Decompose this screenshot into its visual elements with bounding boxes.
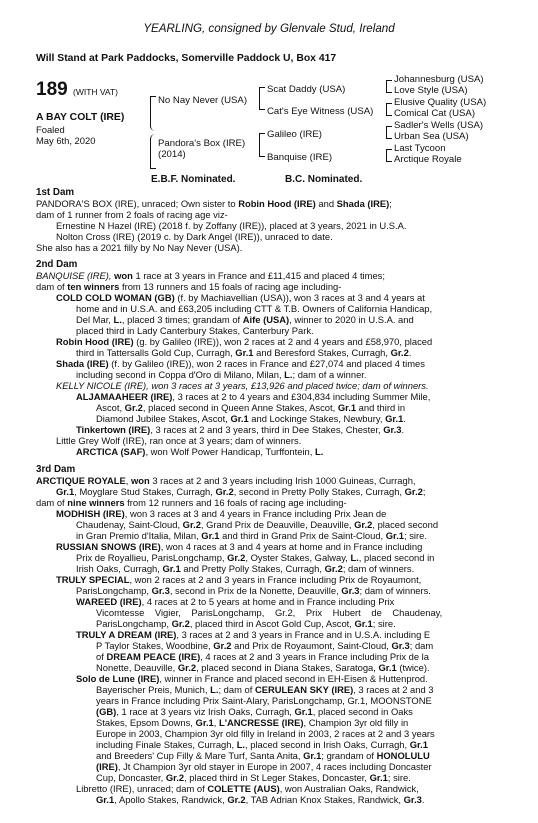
- gg-2: Love Style (USA): [394, 85, 468, 96]
- arctica-line: ARCTICA (SAF), won Wolf Power Handicap, Turffontein, L.: [76, 446, 324, 457]
- truly-special-line-1: TRULY SPECIAL, won 2 races at 2 and 3 years in France including Prix de Royaumont,: [56, 574, 422, 585]
- sire-sire: Scat Daddy (USA): [267, 84, 346, 95]
- rh-line-1: Robin Hood (IRE) (g. by Galileo (IRE)), won 2 races at 2 and 4 years and £58,970, placed: [56, 336, 433, 347]
- bc-nominated: B.C. Nominated.: [285, 174, 363, 185]
- arctique-line-2: Gr.1, Moyglare Stud Stakes, Curragh, Gr.2, second in Pretty Polly Stakes, Curragh, Gr.2;: [56, 486, 426, 497]
- libretto-line-1: Libretto (IRE), unraced; dam of COLETTE (AUS), won Australian Oaks, Randwick,: [76, 783, 419, 794]
- page-header: YEARLING, consigned by Glenvale Stud, Ireland: [143, 22, 395, 35]
- solo-de-lune-line-6: Europe in 2003, Champion 3yr old filly in Ireland in 2003, 2 races at 2 and 3 years: [96, 728, 435, 739]
- dam-dam: Banquise (IRE): [267, 152, 333, 163]
- alj-line-2: Ascot, Gr.2, placed second in Queen Anne Stakes, Ascot, Gr.1 and third in: [96, 402, 406, 413]
- gg-brace-3: [386, 126, 392, 139]
- vat-note: (WITH VAT): [72, 87, 118, 97]
- gg-6: Urban Sea (USA): [394, 131, 469, 142]
- first-dam-foal-2: Nolton Cross (IRE) (2019 c. by Dark Angel (IRE)), unraced to date.: [56, 231, 333, 242]
- gg-8: Arctique Royale: [394, 154, 462, 165]
- gg-brace-2: [386, 103, 392, 116]
- alj-line-3: Diamond Jubilee Stakes, Ascot, Gr.1 and Lockinge Stakes, Newbury, Gr.1.: [96, 413, 406, 424]
- second-dam-produce: dam of ten winners from 13 runners and 15 foals of racing age including-: [36, 281, 342, 292]
- gg-1: Johannesburg (USA): [394, 74, 484, 85]
- solo-de-lune-line-1: Solo de Lune (IRE), winner in France and placed second in EH-Eisen & Huttenprod.: [76, 673, 428, 684]
- gg-7: Last Tycoon: [394, 143, 446, 154]
- ccw-line-3: Del Mar, L., placed 3 times; grandam of Aife (USA), winner to 2020 in U.S.A. and: [76, 314, 414, 325]
- shada-line-1: Shada (IRE) (f. by Galileo (IRE)), won 2 races in France and £27,074 and placed 4 times: [56, 358, 425, 369]
- alj-line-1: ALJAMAAHEER (IRE), 3 races at 2 to 4 years and £304,834 including Summer Mile,: [76, 391, 431, 402]
- russian-snows-line-3: Irish Oaks, Curragh, Gr.1 and Pretty Polly Stakes, Curragh, Gr.2; dam of winners.: [76, 563, 415, 574]
- little-grey-wolf-line: Little Grey Wolf (IRE), ran once at 3 years; dam of winners.: [56, 435, 302, 446]
- lot-number-value: 189: [36, 79, 68, 100]
- gg-brace-4: [386, 149, 392, 162]
- third-dam-heading: 3rd Dam: [36, 464, 76, 475]
- modhish-line-1: MODHISH (IRE), won 3 races at 3 and 4 years in France including Prix Jean de: [56, 508, 387, 519]
- libretto-line-2: Gr.1, Apollo Stakes, Randwick, Gr.2, TAB Adrian Knox Stakes, Randwick, Gr.3.: [96, 794, 425, 805]
- dam-name: Pandora's Box (IRE): [158, 138, 246, 149]
- stand-location: Will Stand at Park Paddocks, Somerville Paddock U, Box 417: [36, 53, 337, 64]
- sire-dam: Cat's Eye Witness (USA): [267, 106, 374, 117]
- dam-brace: [259, 133, 265, 157]
- gg-4: Comical Cat (USA): [394, 108, 476, 119]
- first-dam-foal-1: Ernestine N Hazel (IRE) (2018 f. by Zoffany (IRE)), placed at 3 years, 2021 in U.S.A.: [56, 220, 407, 231]
- wareed-line-3: ParisLongchamp, Gr.2, placed third in Ascot Gold Cup, Ascot, Gr.1; sire.: [96, 618, 396, 629]
- solo-de-lune-line-10: Cup, Doncaster, Gr.2, placed third in St Leger Stakes, Doncaster, Gr.1; sire.: [96, 772, 411, 783]
- solo-de-lune-line-7: including Finale Stakes, Curragh, L., placed second in Irish Oaks, Curragh, Gr.1: [96, 739, 428, 750]
- first-dam-line-5: She also has a 2021 filly by No Nay Never (USA).: [36, 242, 243, 253]
- ccw-line-1: COLD COLD WOMAN (GB) (f. by Machiavellian (USA)), won 3 races at 3 and 4 years at: [56, 292, 425, 303]
- truly-a-dream-line-4: Nonette, Deauville, Gr.2, placed second in Diana Stakes, Saratoga, Gr.1 (twice).: [96, 662, 430, 673]
- solo-de-lune-line-4: (GB), 1 race at 3 years viz Irish Oaks, Curragh, Gr.1, placed second in Oaks: [96, 706, 413, 717]
- shada-line-2: including second in Coppa d'Oro di Milano, Milan, L.; dam of a winner.: [76, 369, 367, 380]
- first-dam-heading: 1st Dam: [36, 187, 75, 198]
- dam-year: (2014): [158, 149, 186, 160]
- solo-de-lune-line-2: Bayerischer Preis, Munich, L.; dam of CERULEAN SKY (IRE), 3 races at 2 and 3: [96, 684, 434, 695]
- ccw-line-2: home and in U.S.A. and £63,205 including CTT & T.B. Owners of California Handicap,: [76, 303, 433, 314]
- russian-snows-line-2: Prix de Royallieu, ParisLongchamp, Gr.2, Oyster Stakes, Galway, L., placed second in: [76, 552, 435, 563]
- kelly-nicole-line: KELLY NICOLE (IRE), won 3 races at 3 years, £13,926 and placed twice; dam of winners.: [56, 380, 429, 391]
- second-dam-line: BANQUISE (IRE), won 1 race at 3 years in France and £11,415 and placed 4 times;: [36, 270, 385, 281]
- russian-snows-line-1: RUSSIAN SNOWS (IRE), won 4 races at 3 and 4 years at home and in France including: [56, 541, 423, 552]
- wareed-line-2: Vicomtesse Vigier, ParisLongchamp, Gr.2, Prix Hubert de Chaudenay,: [96, 607, 443, 618]
- ccw-line-4: placed third in Lady Canterbury Stakes, Canterbury Park.: [76, 325, 314, 336]
- foaled-date: May 6th, 2020: [36, 135, 96, 146]
- dam-sire: Galileo (IRE): [267, 129, 322, 140]
- first-dam-line-2: dam of 1 runner from 2 foals of racing age viz-: [36, 209, 228, 220]
- gg-5: Sadler's Wells (USA): [394, 120, 484, 131]
- modhish-line-3: in Gran Premio d'Italia, Milan, Gr.1 and third in Grand Prix de Saint-Cloud, Gr.1; sire.: [76, 530, 427, 541]
- truly-a-dream-line-1: TRULY A DREAM (IRE), 3 races at 2 and 3 years in France and in U.S.A. including E: [76, 629, 431, 640]
- ebf-nominated: E.B.F. Nominated.: [151, 174, 236, 185]
- sire-brace: [259, 87, 265, 110]
- truly-a-dream-line-2: P Taylor Stakes, Woodbine, Gr.2 and Prix de Royaumont, Saint-Cloud, Gr.3; dam: [96, 640, 434, 651]
- pedigree-brace: [147, 96, 155, 168]
- lot-description: A BAY COLT (IRE): [36, 112, 125, 123]
- arctique-line-1: ARCTIQUE ROYALE, won 3 races at 2 and 3 years including Irish 1000 Guineas, Curragh,: [36, 475, 416, 486]
- foaled-label: Foaled: [36, 124, 65, 135]
- modhish-line-2: Chaudenay, Saint-Cloud, Gr.2, Grand Prix de Deauville, Deauville, Gr.2, placed second: [76, 519, 439, 530]
- gg-3: Elusive Quality (USA): [394, 97, 487, 108]
- solo-de-lune-line-3: years in France including Prix Saint-Alary, ParisLongchamp, Gr.1, MOONSTONE: [96, 695, 432, 706]
- truly-a-dream-line-3: of DREAM PEACE (IRE), 4 races at 2 and 3 years in France including Prix de la: [96, 651, 429, 662]
- solo-de-lune-line-9: (IRE), Jt Champion 3yr old stayer in Europe in 2007, 4 races including Doncaster: [96, 761, 432, 772]
- gg-brace-1: [386, 80, 392, 93]
- solo-de-lune-line-8: and Breeders' Cup Filly & Mare Turf, Santa Anita, Gr.1; grandam of HONOLULU: [96, 750, 430, 761]
- sire-name: No Nay Never (USA): [158, 95, 248, 106]
- tinkertown-line: Tinkertown (IRE), 3 races at 2 and 3 years, third in Dee Stakes, Chester, Gr.3.: [76, 424, 405, 435]
- solo-de-lune-line-5: Stakes, Epsom Downs, Gr.1, L'ANCRESSE (IRE), Champion 3yr old filly in: [96, 717, 409, 728]
- lot-number: [36, 80, 118, 102]
- first-dam-line-1: PANDORA'S BOX (IRE), unraced; Own sister to Robin Hood (IRE) and Shada (IRE);: [36, 198, 392, 209]
- second-dam-heading: 2nd Dam: [36, 259, 78, 270]
- rh-line-2: third in Tattersalls Gold Cup, Curragh, Gr.1 and Beresford Stakes, Curragh, Gr.2.: [76, 347, 412, 358]
- truly-special-line-2: ParisLongchamp, Gr.3, second in Prix de la Nonette, Deauville, Gr.3; dam of winners.: [76, 585, 431, 596]
- arctique-produce: dam of nine winners from 12 runners and 16 foals of racing age including-: [36, 497, 347, 508]
- wareed-line-1: WAREED (IRE), 4 races at 2 to 5 years at home and in France including Prix: [76, 596, 395, 607]
